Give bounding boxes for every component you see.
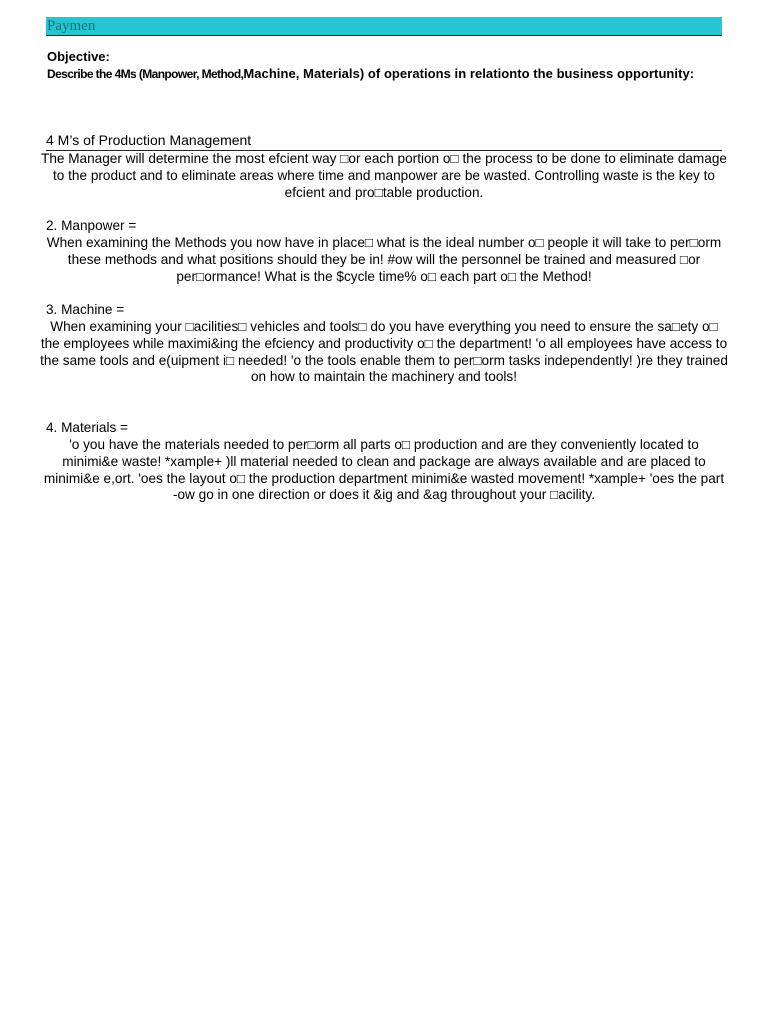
objective-text [47,65,727,83]
manpower-heading: 2. Manpower = [46,218,137,233]
machine-paragraph: When examining your □acilities□ vehicles and tools□ do you have everything you need to ensure the sa□ety o□ the employees while maximi&ing the efciency and productivity o□ the department! 'o all employees have access to the same tools and e(uipment i□ needed! 'o the tools enable them to per□orm tasks independently! )re they trained on how to maintain the machinery and tools! [40,319,728,385]
objective-text-condensed: Describe the 4Ms (Manpower, Method, [47,67,244,81]
objective-label: Objective: [47,49,110,64]
method-paragraph: The Manager will determine the most efcient way □or each portion o□ the process to be done to eliminate damage to the product and to eliminate areas where time and manpower are be wasted. Controlling waste is the key to efcient and pro□table production. [41,151,727,200]
manpower-paragraph: When examining the Methods you now have in place□ what is the ideal number o□ people it will take to per□orm these methods and what positions should they be in! #ow will the personnel be trained and measured □or per□ormance! What is the $cycle time% o□ each part o□ the Method! [46,235,722,284]
materials-paragraph: 'o you have the materials needed to per□orm all parts o□ production and are they conveniently located to minimi&e waste! *xample+ )ll material needed to clean and package are always available and are placed to minimi&e e,ort. 'oes the layout o□ the production department minimi&e wasted movement! *xample+ 'oes the part -ow go in one direction or does it &ig and &ag throughout your □acility. [43,437,725,503]
section-heading: 4 M’s of Production Management [46,132,722,151]
header-bar [46,17,722,36]
materials-heading: 4. Materials = [46,420,128,435]
objective-text-rest: Machine, Materials) of operations in relationto the business opportunity: [243,66,695,81]
machine-heading: 3. Machine = [46,302,125,317]
header-title: Paymen [47,18,96,34]
objective-block [47,49,727,83]
